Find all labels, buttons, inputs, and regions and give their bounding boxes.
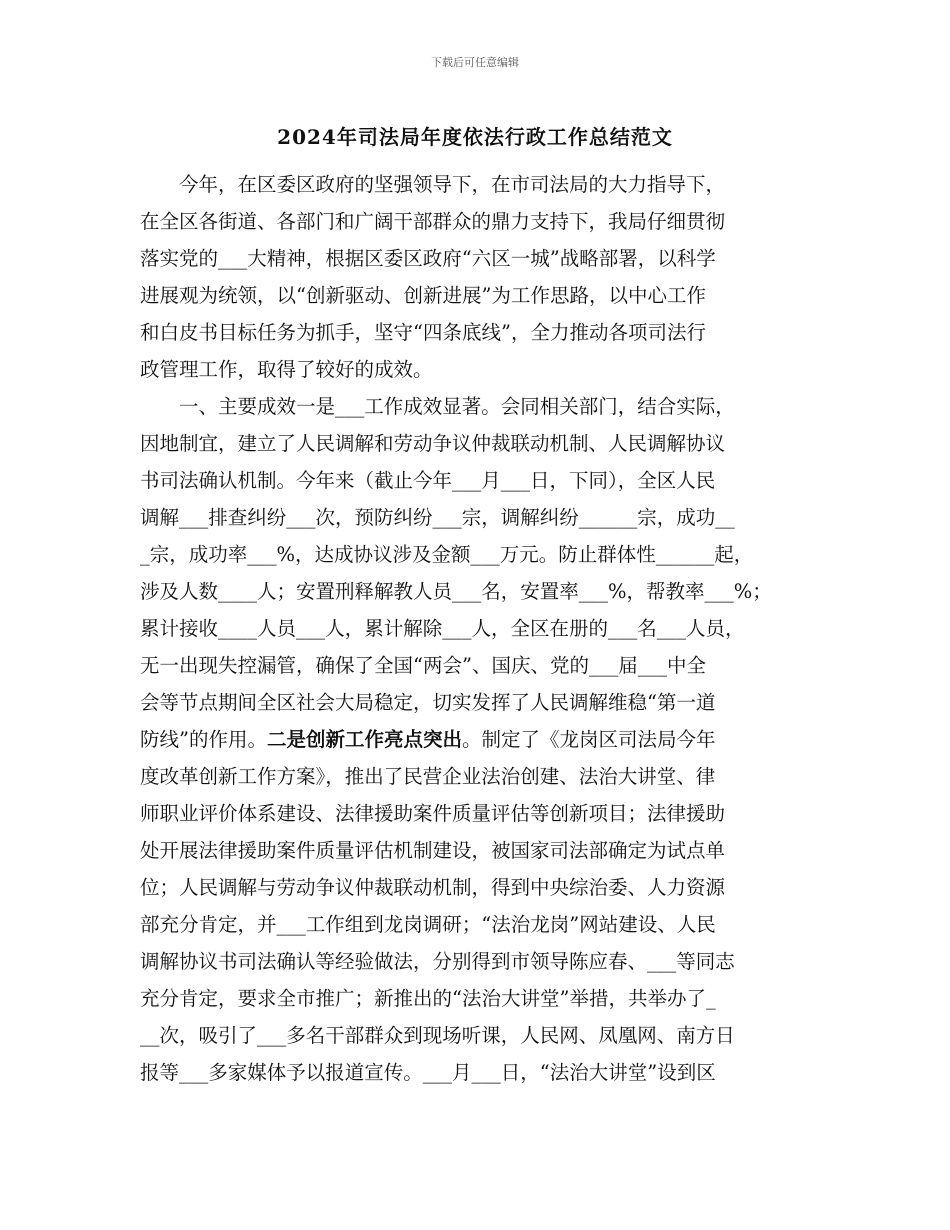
text-line: 师职业评价体系建设、法律援助案件质量评估等创新项目；法律援助 <box>140 802 726 825</box>
paragraph-main-results <box>140 388 810 1091</box>
text-line: 涉及人数____人；安置刑释解教人员___名，安置率___%，帮教率___%； <box>140 580 772 603</box>
text-line: 一、主要成效一是___工作成效显著。会同相关部门，结合实际， <box>179 395 735 418</box>
text-line: 无一出现失控漏管，确保了全国“两会”、国庆、党的___届___中全 <box>140 654 706 677</box>
text-line: 在全区各街道、各部门和广阔干部群众的鼎力支持下，我局仔细贯彻 <box>140 210 726 233</box>
text-line: 今年，在区委区政府的坚强领导下，在市司法局的大力指导下， <box>179 173 726 196</box>
bold-heading-innovation: 二是创新工作亮点突出 <box>266 728 462 751</box>
text-line: 部充分肯定，并___工作组到龙岗调研；“法治龙岗”网站建设、人民 <box>140 913 716 936</box>
text-line: 进展观为统领，以“创新驱动、创新进展”为工作思路，以中心工作 <box>140 284 706 307</box>
text-line: 充分肯定，要求全市推广；新推出的“法治大讲堂”举措，共举办了_ <box>140 987 716 1010</box>
text-line: 因地制宜，建立了人民调解和劳动争议仲裁联动机制、人民调解协议 <box>140 432 726 455</box>
document-body <box>140 166 810 1091</box>
text-line: 位；人民调解与劳动争议仲裁联动机制，得到中央综治委、人力资源 <box>140 876 726 899</box>
text-line-with-bold <box>140 721 810 758</box>
text-line: 调解___排查纠纷___次，预防纠纷___宗，调解纠纷______宗，成功__ <box>140 506 735 529</box>
document-title: 2024年司法局年度依法行政工作总结范文 <box>277 125 673 149</box>
text-line: 累计接收____人员___人，累计解除___人，全区在册的___名___人员， <box>140 617 745 640</box>
text-line: 和白皮书目标任务为抓手，坚守“四条底线”，全力推动各项司法行 <box>140 321 706 344</box>
text-line: 政管理工作，取得了较好的成效。 <box>140 358 433 381</box>
text-line: 书司法确认机制。今年来（截止今年___月___日，下同），全区人民 <box>140 469 716 492</box>
text-segment: 防线”的作用。 <box>140 728 267 751</box>
text-line: __次，吸引了___多名干部群众到现场听课，人民网、凤凰网、南方日 <box>140 1024 735 1047</box>
text-line: 报等___多家媒体予以报道宣传。___月___日，“法治大讲堂”设到区 <box>140 1061 716 1084</box>
text-segment: 。制定了《龙岗区司法局今年 <box>462 728 716 751</box>
text-line: _宗，成功率___%，达成协议涉及金额___万元。防止群体性______起， <box>140 543 754 566</box>
text-line: 落实党的___大精神，根据区委区政府“六区一城”战略部署，以科学 <box>140 247 716 270</box>
text-line: 度改革创新工作方案》，推出了民营企业法治创建、法治大讲堂、律 <box>140 765 716 788</box>
paragraph-intro <box>140 166 810 388</box>
page-header: 下载后可任意编辑 <box>431 56 519 69</box>
text-line: 会等节点期间全区社会大局稳定，切实发挥了人民调解维稳“第一道 <box>140 691 716 714</box>
text-line: 处开展法律援助案件质量评估机制建设，被国家司法部确定为试点单 <box>140 839 726 862</box>
text-line: 调解协议书司法确认等经验做法，分别得到市领导陈应春、___等同志 <box>140 950 735 973</box>
